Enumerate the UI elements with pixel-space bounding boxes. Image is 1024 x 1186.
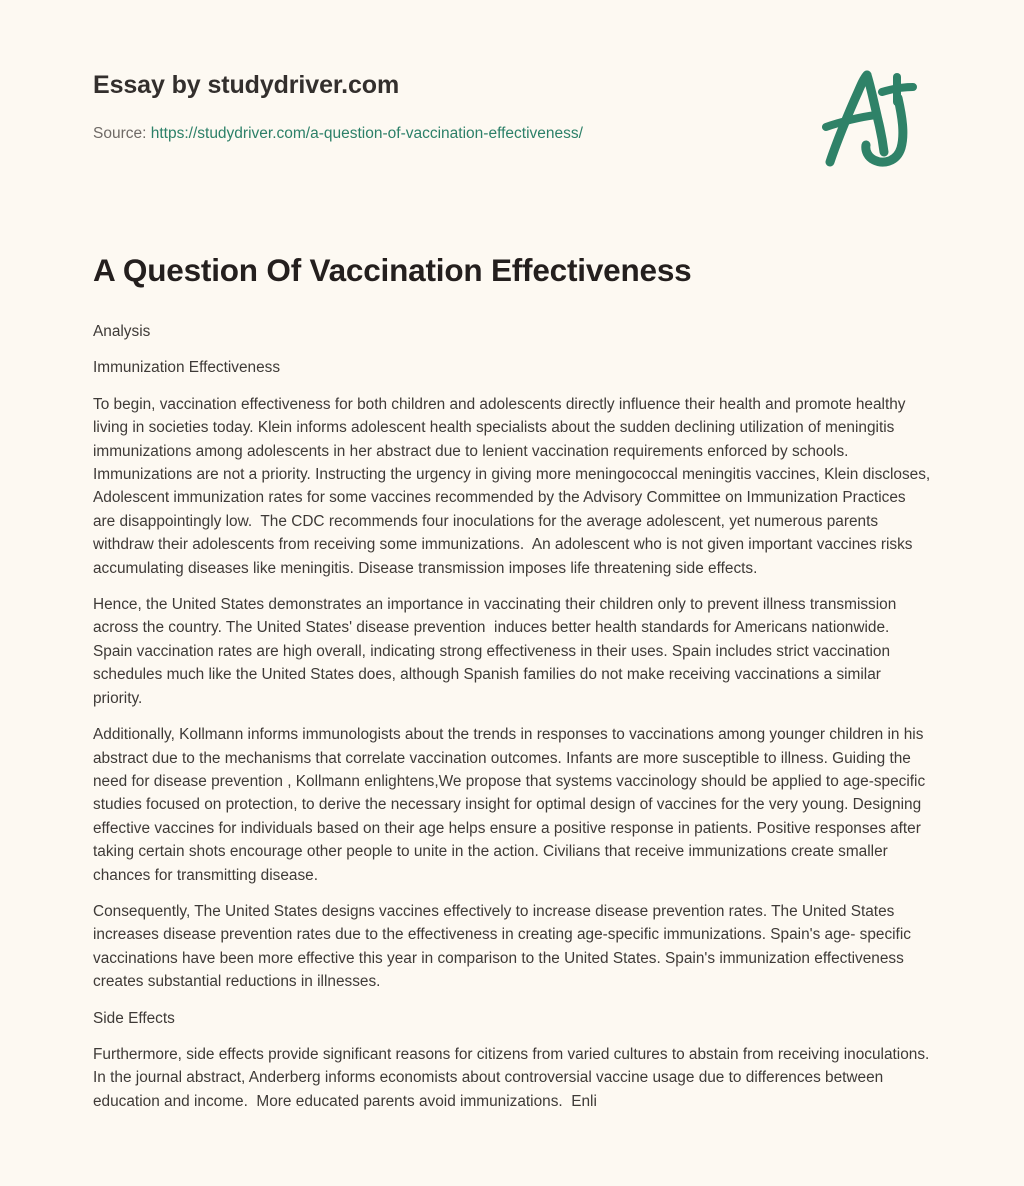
page-header (0, 0, 1024, 200)
page-title: A Question Of Vaccination Effectiveness (93, 252, 692, 288)
brand-heading: Essay by studydriver.com (93, 71, 400, 99)
source-url-link[interactable]: https://studydriver.com/a-question-of-vaccination-effectiveness/ (150, 125, 583, 142)
paragraph: Side Effects (93, 1009, 175, 1027)
paragraph-list (93, 320, 934, 1113)
paragraph: Furthermore, side effects provide significant reasons for citizens from varied cultures to abstain from receiving inoculations. In the journal abstract, Anderberg informs economists about controversial vaccine usage due to differences between education and income. More educated parents avoid immunizations. Enli (93, 1045, 934, 1110)
source-line (93, 124, 583, 144)
document-body (93, 250, 934, 1113)
a-plus-logo-icon (812, 66, 924, 170)
paragraph: Hence, the United States demonstrates an importance in vaccinating their children only to prevent illness transmission across the country. The United States' disease prevention induces better health standards for Americans nationwide. Spain vaccination rates are high overall, indicating strong effectiveness in their uses. Spain includes strict vaccination schedules much like the United States does, although Spanish families do not make receiving vaccinations a similar priority. (93, 596, 901, 707)
paragraph: Analysis (93, 323, 151, 340)
paragraph: To begin, vaccination effectiveness for both children and adolescents directly influence their health and promote healthy living in societies today. Klein informs adolescent health specialists about the sudden declining utilization of meningitis immunizations among adolescents in her abstract due to lenient vaccination requirements enforced by schools. Immunizations are not a priority. Instructing the urgency in giving more meningococcal meningitis vaccines, Klein discloses, Adolescent immunization rates for some vaccines recommended by the Advisory Committee on Immunization Practices are disappointingly low. The CDC recommends four inoculations for the average adolescent, yet numerous parents withdraw their adolescents from receiving some immunizations. An adolescent who is not given important vaccines risks accumulating diseases like meningitis. Disease transmission imposes life threatening side effects. (93, 395, 934, 577)
source-label: Source: (93, 125, 151, 142)
paragraph: Immunization Effectiveness (93, 359, 281, 377)
paragraph: Additionally, Kollmann informs immunologists about the trends in responses to vaccinations among younger children in his abstract due to the mechanisms that correlate vaccination outcomes. Infants are more susceptible to illness. Guiding the need for disease prevention , Kollmann enlightens,We propose that systems vaccinology should be applied to age-specific studies focused on protection, to derive the necessary insight for optimal design of vaccines for the very young. Designing effective vaccines for individuals based on their age helps ensure a positive response in patients. Positive responses after taking certain shots encourage other people to unite in the action. Civilians that receive immunizations create smaller chances for transmitting disease. (93, 726, 930, 884)
paragraph: Consequently, The United States designs vaccines effectively to increase disease prevention rates. The United States increases disease prevention rates due to the effectiveness in creating age-specific immunizations. Spain's age- specific vaccinations have been more effective this year in comparison to the United States. Spain's immunization effectiveness creates substantial reductions in illnesses. (93, 902, 916, 991)
